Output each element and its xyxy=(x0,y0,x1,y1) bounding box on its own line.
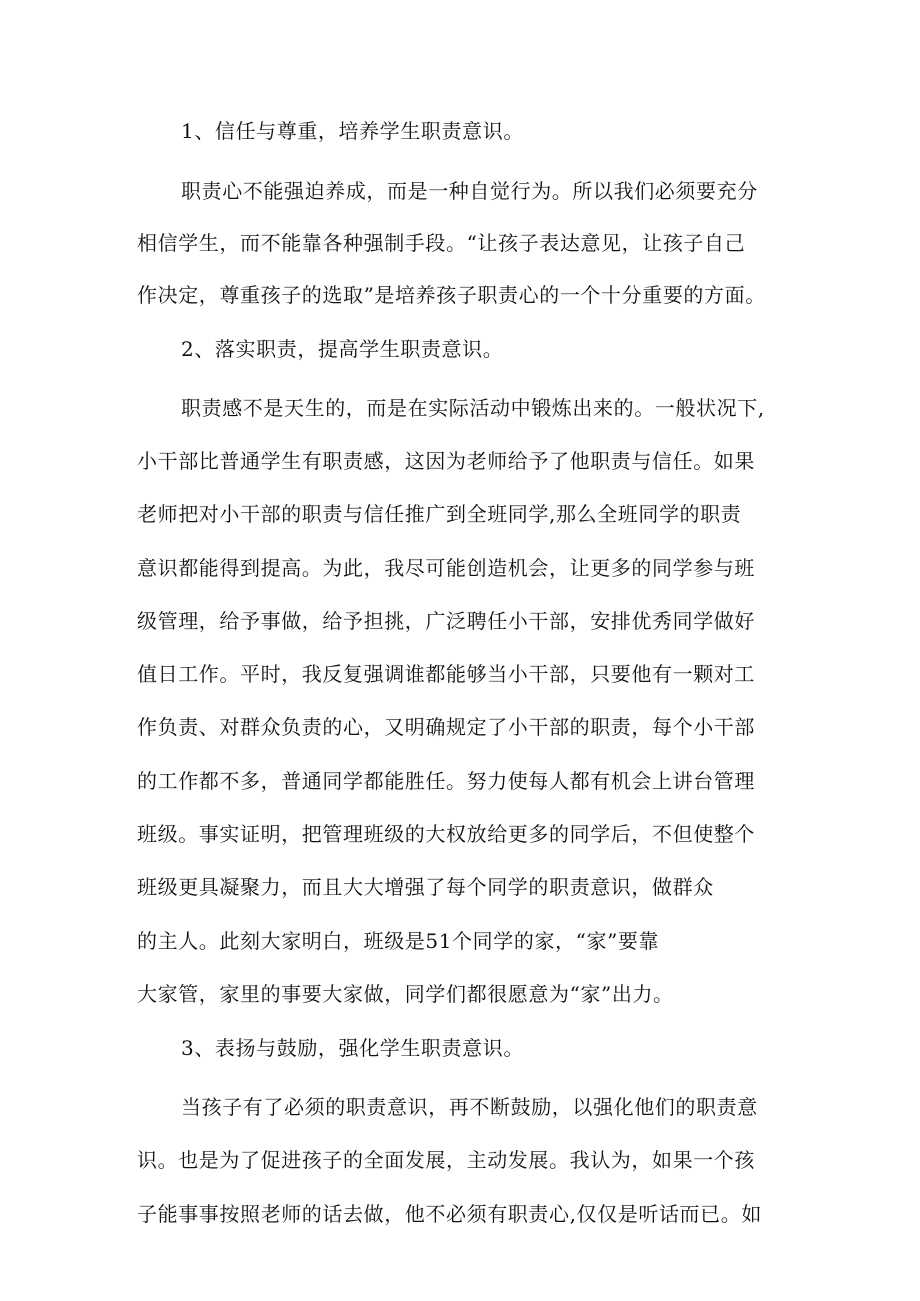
section-heading-3: 3、表扬与鼓励，强化学生职责意识。 xyxy=(181,1036,524,1060)
paragraph-1-line-3: 作决定，尊重孩子的选取”是培养孩子职责心的一个十分重要的方面。 xyxy=(137,283,766,307)
section-heading-2: 2、落实职责，提高学生职责意识。 xyxy=(181,337,504,361)
paragraph-1-line-1: 职责心不能强迫养成，而是一种自觉行为。所以我们必须要充分 xyxy=(181,179,758,203)
paragraph-2-line-3: 老师把对小干部的职责与信任推广到全班同学,那么全班同学的职责 xyxy=(137,502,742,526)
paragraph-2-line-12: 大家管，家里的事要大家做，同学们都很愿意为“家”出力。 xyxy=(137,982,674,1006)
paragraph-2-line-4: 意识都能得到提高。为此，我尽可能创造机会，让更多的同学参与班 xyxy=(137,556,755,580)
paragraph-3-line-1: 当孩子有了必须的职责意识，再不断鼓励，以强化他们的职责意 xyxy=(181,1095,758,1119)
paragraph-2-line-11: 的主人。此刻大家明白，班级是51个同学的家，“家”要靠 xyxy=(137,929,660,953)
paragraph-1-line-2: 相信学生，而不能靠各种强制手段。“让孩子表达意见，让孩子自己 xyxy=(137,231,746,255)
paragraph-2-line-6: 值日工作。平时，我反复强调谁都能够当小干部，只要他有一颗对工 xyxy=(137,662,755,686)
paragraph-2-line-9: 班级。事实证明，把管理班级的大权放给更多的同学后，不但使整个 xyxy=(137,822,755,846)
paragraph-2-line-2: 小干部比普通学生有职责感，这因为老师给予了他职责与信任。如果 xyxy=(137,449,755,473)
paragraph-2-line-5: 级管理，给予事做，给予担挑，广泛聘任小干部，安排优秀同学做好 xyxy=(137,609,755,633)
paragraph-2-line-1: 职责感不是天生的，而是在实际活动中锻炼出来的。一般状况下, xyxy=(181,396,765,420)
section-heading-1: 1、信任与尊重，培养学生职责意识。 xyxy=(181,119,524,143)
paragraph-2-line-7: 作负责、对群众负责的心，又明确规定了小干部的职责，每个小干部 xyxy=(137,715,755,739)
paragraph-2-line-8: 的工作都不多，普通同学都能胜任。努力使每人都有机会上讲台管理 xyxy=(137,769,755,793)
paragraph-3-line-3: 子能事事按照老师的话去做，他不必须有职责心,仅仅是听话而已。如 xyxy=(137,1202,762,1226)
paragraph-2-line-10: 班级更具凝聚力，而且大大增强了每个同学的职责意识，做群众 xyxy=(137,875,714,899)
paragraph-3-line-2: 识。也是为了促进孩子的全面发展，主动发展。我认为，如果一个孩 xyxy=(137,1148,755,1172)
